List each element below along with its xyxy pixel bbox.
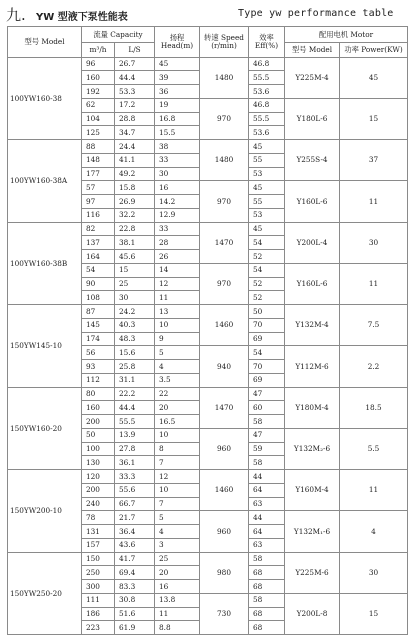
performance-table xyxy=(7,26,408,635)
cell-head: 20 xyxy=(155,401,200,415)
cell-efficiency: 55 xyxy=(249,195,285,209)
cell-head: 16 xyxy=(155,580,200,594)
cell-flow-ls: 21.7 xyxy=(115,511,155,525)
cell-flow-ls: 26.7 xyxy=(115,57,155,71)
cell-flow-m3h: 88 xyxy=(82,140,115,154)
cell-flow-m3h: 82 xyxy=(82,222,115,236)
cell-flow-m3h: 223 xyxy=(82,621,115,635)
cell-efficiency: 44 xyxy=(249,511,285,525)
cell-head: 5 xyxy=(155,346,200,360)
cell-flow-ls: 33.3 xyxy=(115,470,155,484)
cell-flow-ls: 30 xyxy=(115,291,155,305)
cell-efficiency: 52 xyxy=(249,277,285,291)
cell-motor-power: 5.5 xyxy=(340,428,408,469)
cell-efficiency: 70 xyxy=(249,360,285,374)
cell-flow-ls: 55.6 xyxy=(115,483,155,497)
cell-head: 36 xyxy=(155,85,200,99)
cell-efficiency: 45 xyxy=(249,222,285,236)
cell-head: 10 xyxy=(155,483,200,497)
table-row xyxy=(8,552,408,566)
cell-efficiency: 55 xyxy=(249,153,285,167)
cell-head: 39 xyxy=(155,71,200,85)
cell-flow-ls: 38.1 xyxy=(115,236,155,250)
col-header-head xyxy=(155,27,200,58)
cell-flow-m3h: 148 xyxy=(82,153,115,167)
cell-flow-m3h: 100 xyxy=(82,442,115,456)
cell-flow-m3h: 177 xyxy=(82,167,115,181)
table-body xyxy=(8,57,408,635)
cell-speed: 980 xyxy=(200,552,249,593)
cell-efficiency: 58 xyxy=(249,552,285,566)
cell-motor-power: 2.2 xyxy=(340,346,408,387)
cell-flow-ls: 26.9 xyxy=(115,195,155,209)
cell-flow-m3h: 112 xyxy=(82,373,115,387)
cell-efficiency: 64 xyxy=(249,483,285,497)
cell-efficiency: 52 xyxy=(249,291,285,305)
cell-motor-model: Y160L-6 xyxy=(285,181,340,222)
cell-head: 16.5 xyxy=(155,415,200,429)
cell-motor-model: Y225M-4 xyxy=(285,57,340,98)
cell-flow-m3h: 240 xyxy=(82,497,115,511)
cell-head: 8.8 xyxy=(155,621,200,635)
cell-flow-m3h: 78 xyxy=(82,511,115,525)
cell-motor-power: 11 xyxy=(340,263,408,304)
cell-flow-ls: 51.6 xyxy=(115,607,155,621)
cell-flow-ls: 40.3 xyxy=(115,318,155,332)
cell-flow-m3h: 250 xyxy=(82,566,115,580)
cell-flow-ls: 17.2 xyxy=(115,98,155,112)
cell-efficiency: 55.5 xyxy=(249,71,285,85)
cell-motor-model: Y160L-6 xyxy=(285,263,340,304)
cell-motor-power: 4 xyxy=(340,511,408,552)
cell-efficiency: 59 xyxy=(249,442,285,456)
cell-flow-ls: 15.8 xyxy=(115,181,155,195)
cell-flow-ls: 41.1 xyxy=(115,153,155,167)
cell-flow-ls: 44.4 xyxy=(115,71,155,85)
cell-efficiency: 58 xyxy=(249,593,285,607)
table-row xyxy=(8,387,408,401)
cell-motor-model: Y112M-6 xyxy=(285,346,340,387)
cell-flow-ls: 49.2 xyxy=(115,167,155,181)
table-row xyxy=(8,140,408,154)
table-row xyxy=(8,222,408,236)
cell-flow-ls: 28.8 xyxy=(115,112,155,126)
cell-head: 7 xyxy=(155,497,200,511)
cell-flow-ls: 30.8 xyxy=(115,593,155,607)
cell-efficiency: 58 xyxy=(249,415,285,429)
cell-motor-model: Y132M₁-6 xyxy=(285,511,340,552)
cell-head: 11 xyxy=(155,291,200,305)
cell-efficiency: 68 xyxy=(249,580,285,594)
cell-flow-m3h: 116 xyxy=(82,208,115,222)
cell-head: 13 xyxy=(155,305,200,319)
cell-flow-m3h: 104 xyxy=(82,112,115,126)
cell-flow-m3h: 96 xyxy=(82,57,115,71)
cell-speed: 1470 xyxy=(200,222,249,263)
col-header-capacity: 流量 Capacity xyxy=(82,27,155,43)
cell-flow-ls: 36.1 xyxy=(115,456,155,470)
section-number: 九. xyxy=(6,6,26,24)
cell-flow-ls: 69.4 xyxy=(115,566,155,580)
cell-head: 28 xyxy=(155,236,200,250)
col-header-speed-label: 转速 Speed (r/min) xyxy=(204,33,244,50)
cell-head: 22 xyxy=(155,387,200,401)
cell-motor-power: 11 xyxy=(340,181,408,222)
cell-head: 19 xyxy=(155,98,200,112)
cell-efficiency: 69 xyxy=(249,332,285,346)
cell-motor-power: 37 xyxy=(340,140,408,181)
cell-flow-m3h: 120 xyxy=(82,470,115,484)
pump-model: 100YW160-38 xyxy=(8,57,82,140)
cell-speed: 1460 xyxy=(200,305,249,346)
col-header-eff xyxy=(249,27,285,58)
cell-efficiency: 53 xyxy=(249,167,285,181)
cell-motor-power: 30 xyxy=(340,222,408,263)
cell-flow-ls: 22.2 xyxy=(115,387,155,401)
cell-motor-power: 7.5 xyxy=(340,305,408,346)
cell-head: 10 xyxy=(155,428,200,442)
col-header-speed xyxy=(200,27,249,58)
cell-flow-m3h: 50 xyxy=(82,428,115,442)
cell-flow-m3h: 108 xyxy=(82,291,115,305)
cell-flow-ls: 61.9 xyxy=(115,621,155,635)
cell-flow-ls: 31.1 xyxy=(115,373,155,387)
cell-flow-ls: 32.2 xyxy=(115,208,155,222)
cell-efficiency: 69 xyxy=(249,373,285,387)
cell-flow-m3h: 111 xyxy=(82,593,115,607)
cell-efficiency: 50 xyxy=(249,305,285,319)
cell-efficiency: 70 xyxy=(249,318,285,332)
table-row xyxy=(8,470,408,484)
cell-efficiency: 53.6 xyxy=(249,126,285,140)
col-header-ls: L/S xyxy=(115,42,155,57)
cell-motor-model: Y200L-4 xyxy=(285,222,340,263)
col-header-model: 型号 Model xyxy=(8,27,82,58)
cell-flow-m3h: 56 xyxy=(82,346,115,360)
cell-motor-model: Y255S-4 xyxy=(285,140,340,181)
cell-speed: 1480 xyxy=(200,57,249,98)
cell-motor-power: 15 xyxy=(340,593,408,634)
cell-efficiency: 58 xyxy=(249,456,285,470)
cell-speed: 970 xyxy=(200,181,249,222)
cell-flow-m3h: 160 xyxy=(82,401,115,415)
cell-head: 10 xyxy=(155,318,200,332)
cell-flow-m3h: 186 xyxy=(82,607,115,621)
cell-head: 26 xyxy=(155,250,200,264)
cell-flow-ls: 27.8 xyxy=(115,442,155,456)
col-header-motor: 配用电机 Motor xyxy=(285,27,408,43)
cell-flow-ls: 83.3 xyxy=(115,580,155,594)
cell-efficiency: 52 xyxy=(249,250,285,264)
cell-head: 7 xyxy=(155,456,200,470)
cell-flow-ls: 24.4 xyxy=(115,140,155,154)
pump-model: 100YW160-38A xyxy=(8,140,82,223)
cell-flow-ls: 25 xyxy=(115,277,155,291)
cell-flow-m3h: 174 xyxy=(82,332,115,346)
cell-flow-m3h: 200 xyxy=(82,483,115,497)
cell-efficiency: 47 xyxy=(249,428,285,442)
cell-efficiency: 55.5 xyxy=(249,112,285,126)
cell-efficiency: 54 xyxy=(249,346,285,360)
cell-speed: 960 xyxy=(200,511,249,552)
cell-efficiency: 68 xyxy=(249,607,285,621)
cell-motor-model: Y160M-4 xyxy=(285,470,340,511)
cell-head: 3 xyxy=(155,538,200,552)
cell-speed: 960 xyxy=(200,428,249,469)
page-header xyxy=(6,4,406,22)
cell-head: 4 xyxy=(155,360,200,374)
cell-speed: 940 xyxy=(200,346,249,387)
cell-head: 25 xyxy=(155,552,200,566)
cell-flow-m3h: 131 xyxy=(82,525,115,539)
cell-head: 16 xyxy=(155,181,200,195)
cell-head: 3.5 xyxy=(155,373,200,387)
cell-head: 45 xyxy=(155,57,200,71)
cell-efficiency: 53.6 xyxy=(249,85,285,99)
cell-flow-ls: 34.7 xyxy=(115,126,155,140)
cell-motor-power: 30 xyxy=(340,552,408,593)
cell-flow-m3h: 150 xyxy=(82,552,115,566)
cell-motor-model: Y132M-4 xyxy=(285,305,340,346)
col-header-eff-label: 效率 Eff(%) xyxy=(254,33,279,50)
cell-speed: 1470 xyxy=(200,387,249,428)
col-header-motor-power: 功率 Power(KW) xyxy=(340,42,408,57)
col-header-m3h: m³/h xyxy=(82,42,115,57)
col-header-motor-model: 型号 Model xyxy=(285,42,340,57)
cell-efficiency: 64 xyxy=(249,525,285,539)
cell-head: 14 xyxy=(155,263,200,277)
cell-efficiency: 63 xyxy=(249,538,285,552)
cell-flow-ls: 15.6 xyxy=(115,346,155,360)
cell-head: 33 xyxy=(155,153,200,167)
cell-flow-ls: 45.6 xyxy=(115,250,155,264)
cell-speed: 970 xyxy=(200,98,249,139)
cell-flow-m3h: 87 xyxy=(82,305,115,319)
title-english: Type yw performance table xyxy=(238,8,394,19)
cell-efficiency: 45 xyxy=(249,140,285,154)
cell-head: 5 xyxy=(155,511,200,525)
cell-speed: 1480 xyxy=(200,140,249,181)
cell-efficiency: 53 xyxy=(249,208,285,222)
cell-flow-ls: 43.6 xyxy=(115,538,155,552)
pump-model: 100YW160-38B xyxy=(8,222,82,305)
cell-flow-ls: 24.2 xyxy=(115,305,155,319)
cell-head: 30 xyxy=(155,167,200,181)
cell-efficiency: 46.8 xyxy=(249,57,285,71)
cell-head: 33 xyxy=(155,222,200,236)
cell-speed: 970 xyxy=(200,263,249,304)
title-chinese: YW 型液下泵性能表 xyxy=(36,12,128,23)
cell-flow-ls: 55.5 xyxy=(115,415,155,429)
cell-speed: 1460 xyxy=(200,470,249,511)
cell-flow-ls: 53.3 xyxy=(115,85,155,99)
cell-flow-ls: 44.4 xyxy=(115,401,155,415)
cell-flow-ls: 66.7 xyxy=(115,497,155,511)
cell-flow-m3h: 62 xyxy=(82,98,115,112)
cell-efficiency: 44 xyxy=(249,470,285,484)
cell-flow-m3h: 57 xyxy=(82,181,115,195)
cell-flow-m3h: 160 xyxy=(82,71,115,85)
cell-head: 15.5 xyxy=(155,126,200,140)
cell-motor-model: Y225M-6 xyxy=(285,552,340,593)
cell-head: 12 xyxy=(155,470,200,484)
cell-flow-m3h: 80 xyxy=(82,387,115,401)
cell-flow-m3h: 145 xyxy=(82,318,115,332)
cell-motor-model: Y200L-8 xyxy=(285,593,340,634)
cell-head: 16.8 xyxy=(155,112,200,126)
cell-flow-m3h: 125 xyxy=(82,126,115,140)
cell-motor-model: Y180M-4 xyxy=(285,387,340,428)
cell-efficiency: 63 xyxy=(249,497,285,511)
pump-model: 150YW160-20 xyxy=(8,387,82,470)
pump-model: 150YW250-20 xyxy=(8,552,82,635)
cell-head: 20 xyxy=(155,566,200,580)
cell-efficiency: 68 xyxy=(249,621,285,635)
pump-model: 150YW200-10 xyxy=(8,470,82,553)
cell-motor-model: Y180L-6 xyxy=(285,98,340,139)
cell-head: 11 xyxy=(155,607,200,621)
cell-efficiency: 47 xyxy=(249,387,285,401)
cell-efficiency: 54 xyxy=(249,236,285,250)
pump-model: 150YW145-10 xyxy=(8,305,82,388)
cell-flow-ls: 15 xyxy=(115,263,155,277)
table-row xyxy=(8,57,408,71)
cell-flow-m3h: 137 xyxy=(82,236,115,250)
cell-flow-ls: 41.7 xyxy=(115,552,155,566)
cell-head: 9 xyxy=(155,332,200,346)
cell-flow-m3h: 130 xyxy=(82,456,115,470)
cell-flow-ls: 25.8 xyxy=(115,360,155,374)
cell-flow-m3h: 300 xyxy=(82,580,115,594)
cell-speed: 730 xyxy=(200,593,249,634)
cell-motor-power: 45 xyxy=(340,57,408,98)
cell-flow-m3h: 164 xyxy=(82,250,115,264)
cell-efficiency: 45 xyxy=(249,181,285,195)
cell-flow-ls: 36.4 xyxy=(115,525,155,539)
cell-flow-m3h: 90 xyxy=(82,277,115,291)
cell-efficiency: 46.8 xyxy=(249,98,285,112)
col-header-head-label: 扬程 Head(m) xyxy=(160,33,194,50)
cell-flow-m3h: 192 xyxy=(82,85,115,99)
cell-flow-ls: 13.9 xyxy=(115,428,155,442)
cell-head: 8 xyxy=(155,442,200,456)
cell-flow-m3h: 93 xyxy=(82,360,115,374)
cell-head: 13.8 xyxy=(155,593,200,607)
cell-efficiency: 68 xyxy=(249,566,285,580)
cell-flow-ls: 22.8 xyxy=(115,222,155,236)
cell-head: 4 xyxy=(155,525,200,539)
cell-flow-m3h: 97 xyxy=(82,195,115,209)
cell-flow-m3h: 54 xyxy=(82,263,115,277)
cell-motor-power: 11 xyxy=(340,470,408,511)
cell-head: 12 xyxy=(155,277,200,291)
cell-flow-m3h: 200 xyxy=(82,415,115,429)
cell-motor-power: 15 xyxy=(340,98,408,139)
cell-flow-m3h: 157 xyxy=(82,538,115,552)
table-row xyxy=(8,305,408,319)
cell-head: 14.2 xyxy=(155,195,200,209)
cell-head: 38 xyxy=(155,140,200,154)
cell-efficiency: 54 xyxy=(249,263,285,277)
cell-flow-ls: 48.3 xyxy=(115,332,155,346)
cell-head: 12.9 xyxy=(155,208,200,222)
cell-efficiency: 60 xyxy=(249,401,285,415)
cell-motor-power: 18.5 xyxy=(340,387,408,428)
cell-motor-model: Y132M₂-6 xyxy=(285,428,340,469)
